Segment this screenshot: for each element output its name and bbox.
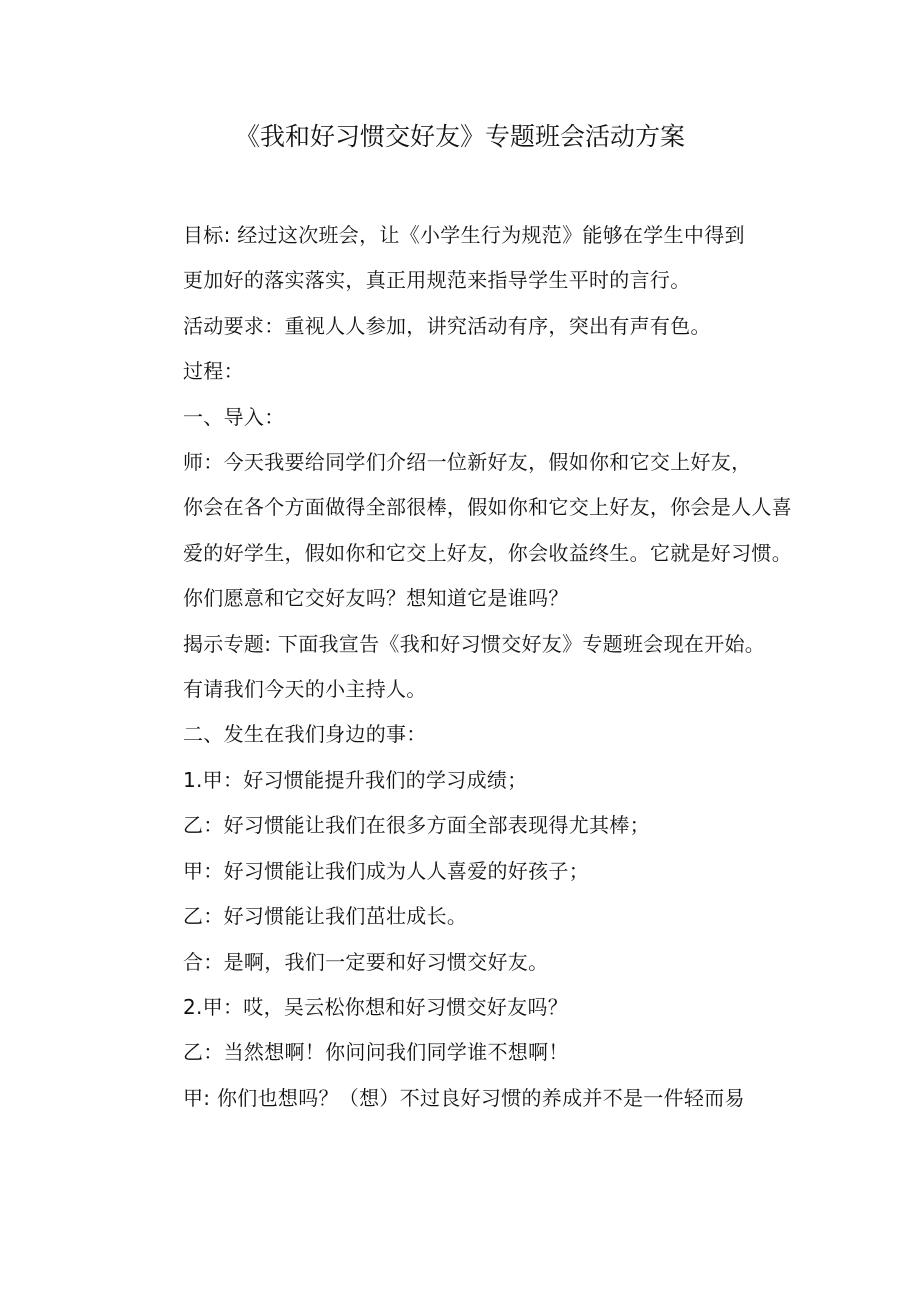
text-line: 有请我们今天的小主持人。 [183, 677, 427, 702]
dialogue-line [140, 985, 795, 1030]
document-title: 《我和好习惯交好友》专题班会活动方案 [234, 122, 685, 151]
dialogue-line [140, 940, 795, 985]
text-line: 你们愿意和它交好友吗？想知道它是谁吗？ [183, 586, 569, 611]
text-line: 更加好的落实落实，真正用规范来指导学生平时的言行。 [183, 268, 691, 293]
text-line: 目标: 经过这次班会，让《小学生行为规范》能够在学生中得到 [183, 223, 745, 247]
text-line: 爱的好学生，假如你和它交上好友，你会收益终生。它就是好习惯。 [183, 540, 792, 565]
text-line: 乙：当然想啊！你问问我们同学谁不想啊！ [183, 1040, 569, 1065]
text-line: 一、导入： [183, 404, 285, 429]
text-line: 过程： [183, 359, 244, 384]
dialogue-line [140, 849, 795, 894]
paragraph-teacher-intro [140, 440, 795, 622]
paragraph-process-heading [140, 349, 795, 394]
paragraph-reveal-topic [140, 622, 795, 713]
paragraph-section-two-heading [140, 712, 795, 757]
document-body [140, 213, 795, 1121]
dialogue-line [140, 758, 795, 803]
text-line: 1.甲：好习惯能提升我们的学习成绩； [183, 767, 528, 792]
text-line: 揭示专题: 下面我宣告《我和好习惯交好友》专题班会现在开始。 [183, 631, 766, 656]
text-line: 合：是啊，我们一定要和好习惯交好友。 [183, 949, 549, 974]
dialogue-line [140, 894, 795, 939]
text-line: 二、发生在我们身边的事： [183, 722, 427, 747]
text-line: 甲: 你们也想吗？（想）不过良好习惯的养成并不是一件轻而易 [183, 1085, 745, 1110]
paragraph-requirements [140, 304, 795, 349]
dialogue-line [140, 1030, 795, 1075]
text-line: 乙：好习惯能让我们茁壮成长。 [183, 904, 468, 929]
dialogue-line [140, 1076, 795, 1121]
text-line: 乙：好习惯能让我们在很多方面全部表现得尤其棒； [183, 813, 650, 838]
text-line: 活动要求：重视人人参加，讲究活动有序，突出有声有色。 [183, 313, 711, 338]
text-line: 2.甲：哎，吴云松你想和好习惯交好友吗？ [183, 994, 569, 1019]
text-line: 你会在各个方面做得全部很棒，假如你和它交上好友，你会是人人喜 [183, 495, 792, 520]
dialogue-line [140, 803, 795, 848]
text-line: 甲：好习惯能让我们成为人人喜爱的好孩子； [183, 858, 589, 883]
paragraph-section-one-heading [140, 395, 795, 440]
text-line: 师：今天我要给同学们介绍一位新好友，假如你和它交上好友， [183, 450, 752, 475]
paragraph-goal [140, 213, 795, 304]
